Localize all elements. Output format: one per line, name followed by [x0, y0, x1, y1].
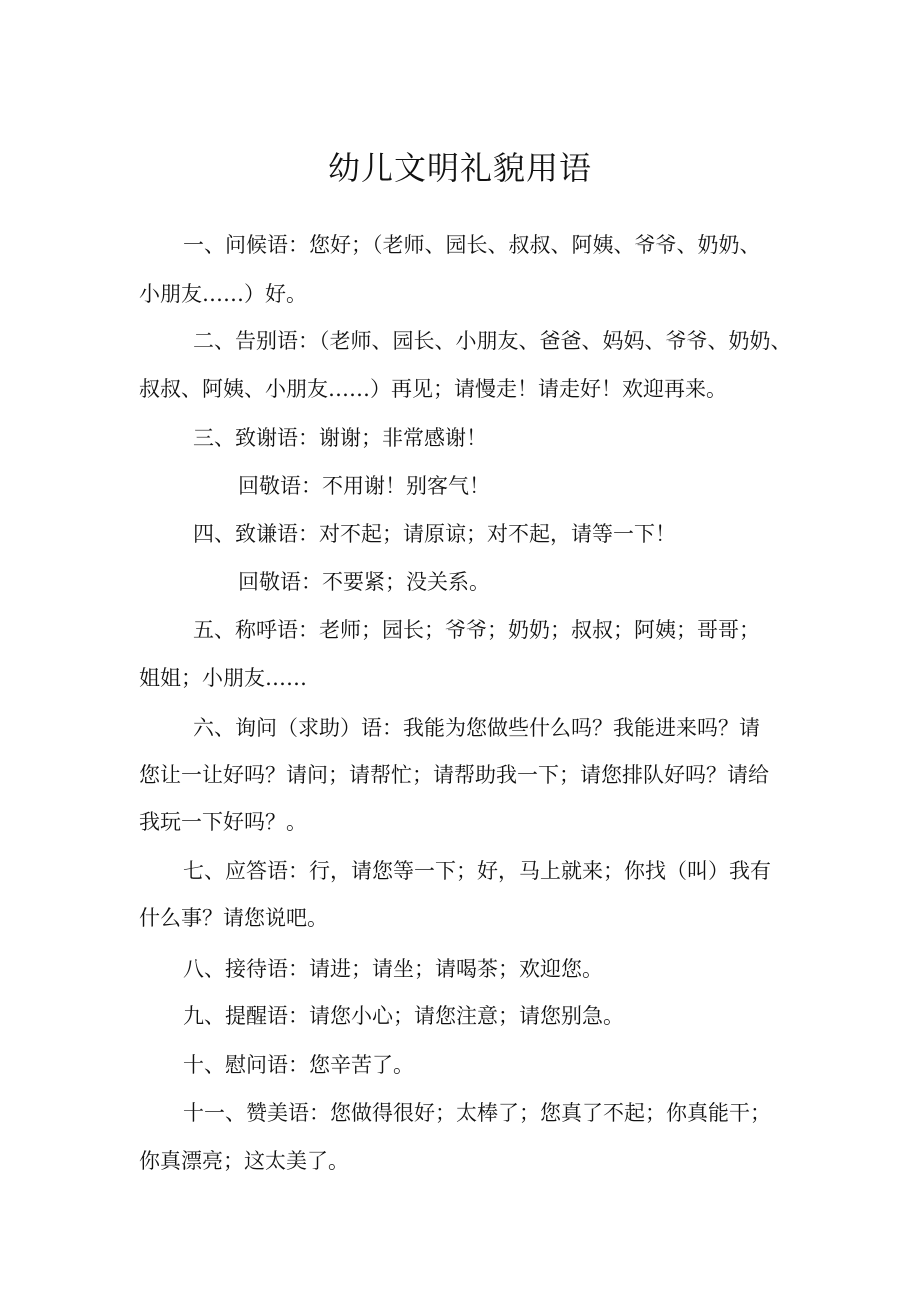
- line-apology: 四、致谦语：对不起；请原谅；对不起，请等一下！: [193, 522, 676, 546]
- line-response: 七、应答语：行，请您等一下；好，马上就来；你找（叫）我有: [183, 859, 771, 883]
- line-inquiry: 六、询问（求助）语：我能为您做些什么吗？我能进来吗？请: [193, 716, 760, 740]
- line-response-cont: 什么事？请您说吧。: [139, 906, 328, 930]
- line-apology-reply: 回敬语：不要紧；没关系。: [238, 570, 490, 594]
- line-praise-cont: 你真漂亮；这太美了。: [139, 1149, 349, 1173]
- line-address-cont: 姐姐；小朋友……: [139, 666, 307, 690]
- document-title: 幼儿文明礼貌用语: [327, 149, 592, 187]
- line-praise: 十一、赞美语：您做得很好；太棒了；您真了不起；你真能干；: [183, 1101, 771, 1125]
- line-comfort: 十、慰问语：您辛苦了。: [183, 1053, 414, 1077]
- line-inquiry-cont-2: 我玩一下好吗？。: [139, 810, 307, 834]
- line-thanks-reply: 回敬语：不用谢！别客气！: [238, 474, 490, 498]
- line-inquiry-cont-1: 您让一让好吗？请问；请帮忙；请帮助我一下；请您排队好吗？请给: [139, 763, 769, 787]
- line-address: 五、称呼语：老师；园长；爷爷；奶奶；叔叔；阿姨；哥哥；: [193, 618, 760, 642]
- line-thanks: 三、致谢语：谢谢；非常感谢！: [193, 426, 487, 450]
- line-reminder: 九、提醒语：请您小心；请您注意；请您别急。: [183, 1004, 624, 1028]
- line-greeting: 一、问候语：您好；（老师、园长、叔叔、阿姨、爷爷、奶奶、: [183, 233, 761, 257]
- line-reception: 八、接待语：请进；请坐；请喝茶；欢迎您。: [183, 957, 603, 981]
- line-greeting-cont: 小朋友……）好。: [139, 282, 307, 306]
- line-farewell: 二、告别语：（老师、园长、小朋友、爸爸、妈妈、爷爷、奶奶、: [193, 329, 792, 353]
- line-farewell-cont: 叔叔、阿姨、小朋友……）再见；请慢走！请走好！欢迎再来。: [139, 377, 727, 401]
